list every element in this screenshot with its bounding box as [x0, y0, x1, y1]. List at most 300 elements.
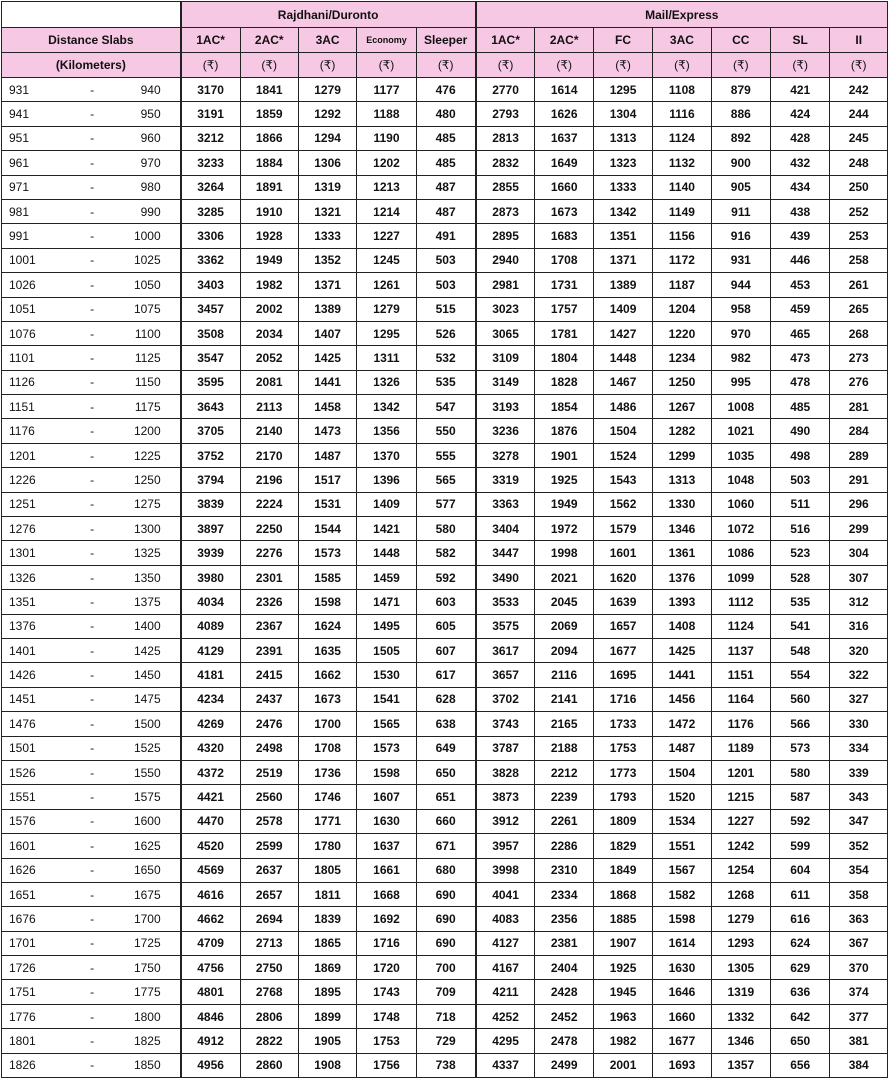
fare-cell-rajdhani-1ac: 4616 [181, 882, 240, 906]
distance-to-cell: 1075 [122, 297, 180, 321]
fare-cell-mail-ii: 327 [830, 687, 888, 711]
fare-cell-mail-cc: 916 [711, 224, 770, 248]
distance-to-cell: 1175 [122, 395, 180, 419]
fare-cell-mail-3ac: 1408 [653, 614, 711, 638]
table-row [2, 931, 888, 955]
fare-cell-mail-cc: 1112 [711, 590, 770, 614]
fare-cell-mail-2ac: 2069 [535, 614, 593, 638]
table-row [2, 590, 888, 614]
fare-cell-rajdhani-2ac: 2367 [240, 614, 298, 638]
table-row [2, 980, 888, 1004]
fare-cell-mail-sl: 473 [771, 346, 830, 370]
fare-cell-mail-fc: 1925 [593, 956, 652, 980]
fare-cell-rajdhani-1ac: 4662 [181, 907, 240, 931]
fare-cell-rajdhani-economy: 1471 [357, 590, 416, 614]
fare-cell-rajdhani-economy: 1202 [357, 151, 416, 175]
distance-separator: - [62, 907, 122, 931]
fare-cell-rajdhani-sleeper: 638 [416, 712, 475, 736]
fare-cell-rajdhani-economy: 1342 [357, 395, 416, 419]
fare-cell-mail-sl: 560 [771, 687, 830, 711]
fare-cell-mail-2ac: 2334 [535, 882, 593, 906]
fare-cell-mail-sl: 624 [771, 931, 830, 955]
fare-cell-rajdhani-3ac: 1585 [298, 565, 356, 589]
distance-separator: - [62, 151, 122, 175]
fare-cell-rajdhani-2ac: 2498 [240, 736, 298, 760]
fare-cell-rajdhani-sleeper: 605 [416, 614, 475, 638]
distance-from-cell: 1126 [2, 370, 62, 394]
distance-to-cell: 1825 [122, 1029, 180, 1053]
distance-to-cell: 1300 [122, 517, 180, 541]
fare-cell-mail-ii: 367 [830, 931, 888, 955]
distance-to-cell: 1725 [122, 931, 180, 955]
fare-cell-rajdhani-sleeper: 480 [416, 102, 475, 126]
distance-separator: - [62, 517, 122, 541]
fare-cell-mail-cc: 1008 [711, 395, 770, 419]
fare-cell-mail-1ac: 3828 [476, 760, 535, 784]
fare-cell-mail-2ac: 1901 [535, 443, 593, 467]
fare-cell-mail-cc: 1137 [711, 638, 770, 662]
fare-cell-mail-cc: 1099 [711, 565, 770, 589]
fare-cell-mail-sl: 656 [771, 1053, 830, 1077]
fare-cell-mail-cc: 1176 [711, 712, 770, 736]
fare-cell-mail-fc: 1677 [593, 638, 652, 662]
fare-cell-rajdhani-3ac: 1700 [298, 712, 356, 736]
fare-cell-rajdhani-sleeper: 718 [416, 1004, 475, 1028]
fare-cell-rajdhani-economy: 1637 [357, 834, 416, 858]
distance-separator: - [62, 541, 122, 565]
fare-cell-mail-2ac: 2452 [535, 1004, 593, 1028]
fare-cell-mail-3ac: 1660 [653, 1004, 711, 1028]
fare-cell-mail-ii: 253 [830, 224, 888, 248]
fare-cell-mail-fc: 1427 [593, 321, 652, 345]
fare-cell-rajdhani-2ac: 1859 [240, 102, 298, 126]
fare-cell-rajdhani-3ac: 1473 [298, 419, 356, 443]
fare-cell-rajdhani-1ac: 4269 [181, 712, 240, 736]
fare-cell-rajdhani-1ac: 4756 [181, 956, 240, 980]
fare-cell-rajdhani-3ac: 1805 [298, 858, 356, 882]
fare-cell-rajdhani-3ac: 1662 [298, 663, 356, 687]
fare-cell-rajdhani-economy: 1245 [357, 248, 416, 272]
distance-separator: - [62, 126, 122, 150]
table-row [2, 468, 888, 492]
fare-cell-rajdhani-sleeper: 526 [416, 321, 475, 345]
table-row [2, 834, 888, 858]
fare-cell-rajdhani-2ac: 2034 [240, 321, 298, 345]
fare-cell-mail-3ac: 1116 [653, 102, 711, 126]
fare-cell-mail-1ac: 3319 [476, 468, 535, 492]
table-row [2, 370, 888, 394]
fare-cell-rajdhani-2ac: 1949 [240, 248, 298, 272]
fare-cell-mail-ii: 281 [830, 395, 888, 419]
fare-cell-mail-cc: 1268 [711, 882, 770, 906]
distance-separator: - [62, 175, 122, 199]
fare-cell-mail-cc: 911 [711, 199, 770, 223]
header-blank-cell [2, 2, 181, 28]
fare-cell-rajdhani-2ac: 2750 [240, 956, 298, 980]
table-row [2, 78, 888, 102]
fare-cell-mail-3ac: 1220 [653, 321, 711, 345]
distance-separator: - [62, 443, 122, 467]
distance-to-cell: 1000 [122, 224, 180, 248]
fare-cell-rajdhani-1ac: 4912 [181, 1029, 240, 1053]
fare-cell-mail-fc: 2001 [593, 1053, 652, 1077]
distance-from-cell: 1026 [2, 273, 62, 297]
fare-cell-mail-ii: 273 [830, 346, 888, 370]
fare-cell-mail-cc: 1215 [711, 785, 770, 809]
fare-cell-mail-cc: 1086 [711, 541, 770, 565]
fare-cell-mail-fc: 1907 [593, 931, 652, 955]
header-row-units [2, 53, 888, 78]
fare-cell-mail-ii: 352 [830, 834, 888, 858]
fare-cell-rajdhani-3ac: 1279 [298, 78, 356, 102]
fare-cell-rajdhani-economy: 1421 [357, 517, 416, 541]
fare-cell-rajdhani-1ac: 3285 [181, 199, 240, 223]
fare-cell-mail-1ac: 2793 [476, 102, 535, 126]
fare-cell-rajdhani-3ac: 1517 [298, 468, 356, 492]
distance-separator: - [62, 395, 122, 419]
fare-cell-mail-sl: 535 [771, 590, 830, 614]
fare-cell-mail-3ac: 1425 [653, 638, 711, 662]
fare-cell-mail-cc: 1319 [711, 980, 770, 1004]
fare-cell-mail-cc: 1048 [711, 468, 770, 492]
currency-unit-header: (₹) [181, 53, 240, 78]
fare-cell-rajdhani-economy: 1188 [357, 102, 416, 126]
fare-cell-mail-sl: 650 [771, 1029, 830, 1053]
class-header-mail-fc: FC [593, 28, 652, 53]
fare-cell-mail-2ac: 1854 [535, 395, 593, 419]
fare-cell-rajdhani-2ac: 1866 [240, 126, 298, 150]
fare-cell-rajdhani-1ac: 4234 [181, 687, 240, 711]
fare-cell-mail-sl: 541 [771, 614, 830, 638]
fare-cell-rajdhani-2ac: 2391 [240, 638, 298, 662]
fare-cell-rajdhani-1ac: 4181 [181, 663, 240, 687]
header-row-classes [2, 28, 888, 53]
fare-cell-rajdhani-3ac: 1441 [298, 370, 356, 394]
table-row [2, 517, 888, 541]
fare-cell-mail-sl: 516 [771, 517, 830, 541]
fare-table [1, 1, 888, 1078]
fare-cell-rajdhani-sleeper: 671 [416, 834, 475, 858]
class-header-mail-ii: II [830, 28, 888, 53]
fare-cell-mail-2ac: 1731 [535, 273, 593, 297]
fare-cell-mail-sl: 599 [771, 834, 830, 858]
fare-cell-rajdhani-economy: 1716 [357, 931, 416, 955]
fare-cell-rajdhani-1ac: 4801 [181, 980, 240, 1004]
fare-cell-mail-sl: 580 [771, 760, 830, 784]
fare-cell-mail-2ac: 1708 [535, 248, 593, 272]
fare-cell-rajdhani-2ac: 2276 [240, 541, 298, 565]
fare-cell-mail-1ac: 3575 [476, 614, 535, 638]
fare-cell-mail-3ac: 1267 [653, 395, 711, 419]
fare-cell-mail-sl: 592 [771, 809, 830, 833]
fare-cell-mail-fc: 1773 [593, 760, 652, 784]
fare-cell-mail-fc: 1601 [593, 541, 652, 565]
distance-separator: - [62, 468, 122, 492]
fare-cell-mail-2ac: 1949 [535, 492, 593, 516]
fare-cell-mail-1ac: 3065 [476, 321, 535, 345]
fare-cell-rajdhani-1ac: 4034 [181, 590, 240, 614]
class-header-rajdhani-2ac: 2AC* [240, 28, 298, 53]
fare-cell-mail-fc: 1753 [593, 736, 652, 760]
distance-from-cell: 1626 [2, 858, 62, 882]
fare-cell-rajdhani-sleeper: 487 [416, 175, 475, 199]
fare-cell-mail-fc: 1304 [593, 102, 652, 126]
fare-cell-mail-1ac: 4211 [476, 980, 535, 1004]
fare-cell-rajdhani-2ac: 2713 [240, 931, 298, 955]
fare-cell-mail-1ac: 4337 [476, 1053, 535, 1077]
table-row [2, 102, 888, 126]
fare-cell-mail-fc: 1657 [593, 614, 652, 638]
distance-from-cell: 1801 [2, 1029, 62, 1053]
distance-separator: - [62, 102, 122, 126]
distance-from-cell: 951 [2, 126, 62, 150]
fare-cell-mail-fc: 1963 [593, 1004, 652, 1028]
fare-cell-rajdhani-2ac: 2476 [240, 712, 298, 736]
fare-cell-mail-sl: 485 [771, 395, 830, 419]
fare-cell-rajdhani-1ac: 3897 [181, 517, 240, 541]
distance-to-cell: 950 [122, 102, 180, 126]
fare-cell-mail-1ac: 4295 [476, 1029, 535, 1053]
fare-cell-mail-cc: 1293 [711, 931, 770, 955]
fare-cell-rajdhani-2ac: 2052 [240, 346, 298, 370]
table-row [2, 760, 888, 784]
fare-cell-mail-ii: 248 [830, 151, 888, 175]
fare-cell-mail-1ac: 4167 [476, 956, 535, 980]
table-row [2, 273, 888, 297]
distance-separator: - [62, 492, 122, 516]
fare-cell-rajdhani-2ac: 2560 [240, 785, 298, 809]
fare-cell-rajdhani-economy: 1356 [357, 419, 416, 443]
fare-cell-rajdhani-sleeper: 547 [416, 395, 475, 419]
table-row [2, 126, 888, 150]
distance-separator: - [62, 931, 122, 955]
fare-cell-rajdhani-3ac: 1319 [298, 175, 356, 199]
fare-cell-rajdhani-sleeper: 476 [416, 78, 475, 102]
fare-cell-rajdhani-1ac: 3306 [181, 224, 240, 248]
fare-cell-mail-sl: 573 [771, 736, 830, 760]
fare-cell-rajdhani-sleeper: 690 [416, 882, 475, 906]
distance-to-cell: 980 [122, 175, 180, 199]
fare-cell-rajdhani-1ac: 3457 [181, 297, 240, 321]
fare-cell-mail-ii: 354 [830, 858, 888, 882]
fare-cell-mail-1ac: 3278 [476, 443, 535, 467]
fare-cell-rajdhani-3ac: 1371 [298, 273, 356, 297]
distance-to-cell: 1325 [122, 541, 180, 565]
distance-to-cell: 1450 [122, 663, 180, 687]
fare-cell-rajdhani-1ac: 3212 [181, 126, 240, 150]
distance-from-cell: 1601 [2, 834, 62, 858]
fare-cell-rajdhani-1ac: 3264 [181, 175, 240, 199]
fare-cell-mail-fc: 1409 [593, 297, 652, 321]
fare-cell-mail-2ac: 2404 [535, 956, 593, 980]
fare-cell-rajdhani-sleeper: 651 [416, 785, 475, 809]
fare-cell-mail-cc: 1151 [711, 663, 770, 687]
fare-cell-mail-3ac: 1187 [653, 273, 711, 297]
distance-separator: - [62, 297, 122, 321]
distance-separator: - [62, 980, 122, 1004]
class-header-rajdhani-sleeper: Sleeper [416, 28, 475, 53]
fare-cell-rajdhani-economy: 1720 [357, 956, 416, 980]
distance-from-cell: 1751 [2, 980, 62, 1004]
fare-cell-rajdhani-sleeper: 628 [416, 687, 475, 711]
class-header-rajdhani-3ac: 3AC [298, 28, 356, 53]
fare-cell-mail-3ac: 1204 [653, 297, 711, 321]
distance-separator: - [62, 785, 122, 809]
fare-cell-mail-2ac: 1614 [535, 78, 593, 102]
distance-separator: - [62, 273, 122, 297]
fare-cell-rajdhani-1ac: 3547 [181, 346, 240, 370]
fare-cell-rajdhani-economy: 1396 [357, 468, 416, 492]
fare-cell-mail-2ac: 2310 [535, 858, 593, 882]
fare-cell-mail-cc: 1242 [711, 834, 770, 858]
distance-from-cell: 1651 [2, 882, 62, 906]
distance-to-cell: 1700 [122, 907, 180, 931]
fare-cell-mail-3ac: 1551 [653, 834, 711, 858]
fare-cell-rajdhani-1ac: 3643 [181, 395, 240, 419]
fare-cell-mail-ii: 320 [830, 638, 888, 662]
fare-cell-mail-2ac: 1660 [535, 175, 593, 199]
fare-cell-rajdhani-3ac: 1746 [298, 785, 356, 809]
fare-cell-mail-ii: 261 [830, 273, 888, 297]
fare-cell-mail-2ac: 2356 [535, 907, 593, 931]
distance-from-cell: 971 [2, 175, 62, 199]
distance-separator: - [62, 712, 122, 736]
distance-slabs-header: Distance Slabs [2, 28, 181, 53]
fare-cell-mail-ii: 370 [830, 956, 888, 980]
fare-cell-rajdhani-1ac: 4520 [181, 834, 240, 858]
distance-from-cell: 1826 [2, 1053, 62, 1077]
fare-cell-mail-3ac: 1313 [653, 468, 711, 492]
currency-unit-header: (₹) [593, 53, 652, 78]
fare-cell-mail-ii: 252 [830, 199, 888, 223]
fare-cell-mail-2ac: 1757 [535, 297, 593, 321]
table-row [2, 1004, 888, 1028]
fare-cell-mail-1ac: 2940 [476, 248, 535, 272]
fare-cell-mail-cc: 970 [711, 321, 770, 345]
fare-cell-rajdhani-sleeper: 565 [416, 468, 475, 492]
fare-cell-rajdhani-2ac: 1884 [240, 151, 298, 175]
fare-cell-rajdhani-economy: 1295 [357, 321, 416, 345]
fare-cell-rajdhani-3ac: 1780 [298, 834, 356, 858]
fare-cell-rajdhani-sleeper: 592 [416, 565, 475, 589]
table-row [2, 1053, 888, 1077]
fare-cell-mail-fc: 1342 [593, 199, 652, 223]
fare-cell-mail-2ac: 2141 [535, 687, 593, 711]
fare-cell-mail-cc: 1164 [711, 687, 770, 711]
fare-cell-mail-2ac: 1626 [535, 102, 593, 126]
table-row [2, 614, 888, 638]
fare-cell-rajdhani-1ac: 3752 [181, 443, 240, 467]
distance-from-cell: 1726 [2, 956, 62, 980]
fare-cell-rajdhani-economy: 1753 [357, 1029, 416, 1053]
fare-cell-mail-cc: 879 [711, 78, 770, 102]
distance-to-cell: 1025 [122, 248, 180, 272]
fare-cell-mail-fc: 1695 [593, 663, 652, 687]
fare-cell-mail-ii: 363 [830, 907, 888, 931]
fare-cell-mail-ii: 358 [830, 882, 888, 906]
distance-from-cell: 1251 [2, 492, 62, 516]
table-row [2, 321, 888, 345]
distance-from-cell: 1576 [2, 809, 62, 833]
fare-cell-mail-ii: 245 [830, 126, 888, 150]
fare-cell-mail-2ac: 1998 [535, 541, 593, 565]
fare-cell-mail-ii: 296 [830, 492, 888, 516]
fare-cell-mail-fc: 1313 [593, 126, 652, 150]
fare-cell-mail-3ac: 1156 [653, 224, 711, 248]
table-row [2, 858, 888, 882]
fare-cell-mail-2ac: 1649 [535, 151, 593, 175]
currency-unit-header: (₹) [298, 53, 356, 78]
table-row [2, 346, 888, 370]
distance-from-cell: 991 [2, 224, 62, 248]
fare-cell-mail-sl: 604 [771, 858, 830, 882]
fare-cell-rajdhani-3ac: 1598 [298, 590, 356, 614]
class-header-rajdhani-1ac: 1AC* [181, 28, 240, 53]
fare-cell-mail-fc: 1389 [593, 273, 652, 297]
fare-cell-mail-ii: 250 [830, 175, 888, 199]
fare-cell-mail-1ac: 3404 [476, 517, 535, 541]
distance-to-cell: 1850 [122, 1053, 180, 1077]
table-row [2, 907, 888, 931]
fare-cell-mail-2ac: 2428 [535, 980, 593, 1004]
fare-cell-mail-3ac: 1487 [653, 736, 711, 760]
fare-cell-mail-2ac: 1683 [535, 224, 593, 248]
fare-cell-rajdhani-sleeper: 607 [416, 638, 475, 662]
fare-cell-rajdhani-2ac: 2657 [240, 882, 298, 906]
fare-cell-mail-cc: 1072 [711, 517, 770, 541]
distance-separator: - [62, 346, 122, 370]
fare-cell-rajdhani-1ac: 4320 [181, 736, 240, 760]
fare-cell-mail-fc: 1371 [593, 248, 652, 272]
fare-cell-rajdhani-economy: 1607 [357, 785, 416, 809]
distance-separator: - [62, 614, 122, 638]
fare-cell-mail-sl: 446 [771, 248, 830, 272]
fare-cell-mail-cc: 886 [711, 102, 770, 126]
fare-cell-mail-1ac: 3109 [476, 346, 535, 370]
fare-cell-mail-sl: 611 [771, 882, 830, 906]
fare-cell-rajdhani-sleeper: 582 [416, 541, 475, 565]
table-row [2, 736, 888, 760]
fare-cell-mail-2ac: 2478 [535, 1029, 593, 1053]
distance-from-cell: 1176 [2, 419, 62, 443]
distance-separator: - [62, 663, 122, 687]
distance-to-cell: 1050 [122, 273, 180, 297]
fare-cell-mail-ii: 242 [830, 78, 888, 102]
fare-cell-mail-cc: 905 [711, 175, 770, 199]
fare-cell-rajdhani-3ac: 1487 [298, 443, 356, 467]
fare-cell-rajdhani-3ac: 1389 [298, 297, 356, 321]
fare-cell-mail-3ac: 1441 [653, 663, 711, 687]
fare-cell-mail-ii: 334 [830, 736, 888, 760]
fare-cell-mail-sl: 421 [771, 78, 830, 102]
fare-cell-mail-1ac: 3149 [476, 370, 535, 394]
fare-cell-mail-ii: 312 [830, 590, 888, 614]
fare-cell-mail-fc: 1543 [593, 468, 652, 492]
fare-cell-mail-fc: 1351 [593, 224, 652, 248]
fare-cell-mail-2ac: 2165 [535, 712, 593, 736]
fare-cell-rajdhani-sleeper: 577 [416, 492, 475, 516]
table-row [2, 1029, 888, 1053]
fare-cell-mail-2ac: 1673 [535, 199, 593, 223]
fare-cell-rajdhani-2ac: 2301 [240, 565, 298, 589]
fare-cell-rajdhani-economy: 1495 [357, 614, 416, 638]
fare-cell-mail-sl: 636 [771, 980, 830, 1004]
fare-cell-mail-3ac: 1456 [653, 687, 711, 711]
fare-cell-mail-fc: 1562 [593, 492, 652, 516]
fare-cell-mail-fc: 1333 [593, 175, 652, 199]
distance-from-cell: 1326 [2, 565, 62, 589]
distance-to-cell: 1200 [122, 419, 180, 443]
